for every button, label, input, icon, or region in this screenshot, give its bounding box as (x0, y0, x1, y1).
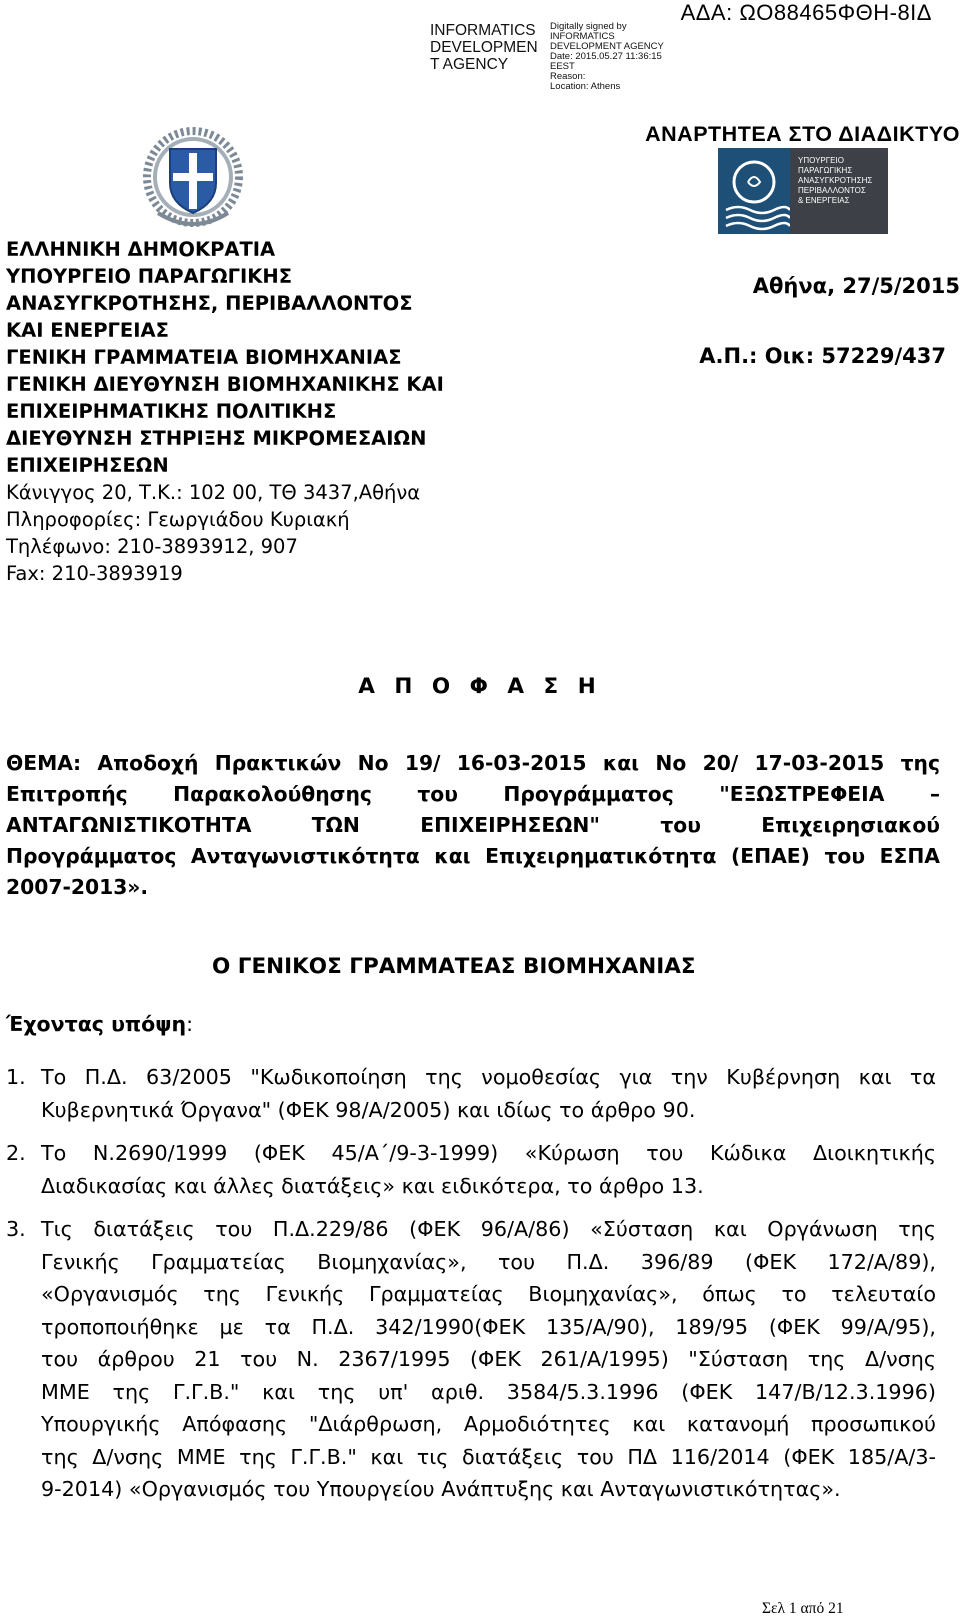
signature-org-line: DEVELOPMEN (430, 39, 538, 56)
list-item (6, 1213, 936, 1506)
contact-phone: Τηλέφωνο: 210-3893912, 907 (6, 535, 298, 558)
issuer-line: ΥΠΟΥΡΓΕΙΟ ΠΑΡΑΓΩΓΙΚΗΣ (6, 265, 293, 288)
list-item-number: 3. (6, 1217, 26, 1241)
protocol-number: Α.Π.: Οικ: 57229/437 (699, 344, 946, 368)
post-online-notice: ΑΝΑΡΤΗΤΕΑ ΣΤΟ ΔΙΑΔΙΚΤΥΟ (645, 122, 960, 146)
subject-line: ΑΝΤΑΓΩΝΙΣΤΙΚΟΤΗΤΑ ΤΩΝ ΕΠΙΧΕΙΡΗΣΕΩΝ" του Επιχειρησιακού (6, 813, 940, 837)
considerations-list (6, 1061, 936, 1517)
issuer-line: ΚΑΙ ΕΝΕΡΓΕΙΑΣ (6, 319, 169, 342)
page-number: Σελ 1 από 21 (762, 1600, 844, 1617)
issuer-header (6, 236, 526, 587)
ministry-logo-line: & ΕΝΕΡΓΕΙΑΣ (798, 196, 850, 205)
signature-detail-line: EEST (550, 61, 575, 72)
list-item-number: 1. (6, 1065, 26, 1089)
signature-detail-line: Reason: (550, 71, 586, 82)
list-item-text (41, 1137, 936, 1202)
list-item (6, 1137, 936, 1202)
issuer-line: ΕΠΙΧΕΙΡΗΣΕΩΝ (6, 454, 169, 477)
ministry-logo-mark-icon (718, 148, 790, 234)
list-item-line: Διαδικασίας και άλλες διατάξεις» και ειδικότερα, το άρθρο 13. (41, 1173, 704, 1198)
signature-detail-line: INFORMATICS (550, 31, 615, 42)
list-item-line: 9-2014) «Οργανισμός του Υπουργείου Ανάπτυξης και Ανταγωνιστικότητας». (41, 1477, 841, 1501)
list-item-line: Το Ν.2690/1999 (ΦΕΚ 45/Α΄/9-3-1999) «Κύρωση του Κώδικα Διοικητικής (41, 1141, 936, 1165)
list-item-text (41, 1061, 936, 1126)
having-regard-label: Έχοντας υπόψη (6, 1012, 187, 1036)
subject-line: ΘΕΜΑ: Αποδοχή Πρακτικών Νο 19/ 16-03-2015 και Νο 20/ 17-03-2015 της (6, 751, 940, 775)
having-regard-heading (6, 1012, 193, 1036)
decision-title: Α Π Ο Φ Α Σ Η (358, 674, 602, 699)
ada-code: ΑΔΑ: ΩΟ88465ΦΘΗ-8ΙΔ (680, 0, 932, 25)
list-item-line: Κυβερνητικά Όργανα" (ΦΕΚ 98/Α/2005) και ιδίως το άρθρο 90. (41, 1097, 696, 1122)
secretary-heading: Ο ΓΕΝΙΚΟΣ ΓΡΑΜΜΑΤΕΑΣ ΒΙΟΜΗΧΑΝΙΑΣ (212, 954, 696, 979)
signature-org-line: INFORMATICS (430, 22, 536, 39)
subject-line: Προγράμματος Ανταγωνιστικότητα και Επιχειρηματικότητα (ΕΠΑΕ) του ΕΣΠΑ (6, 844, 940, 868)
list-item (6, 1061, 936, 1126)
signature-org-line: T AGENCY (430, 56, 509, 73)
issuer-line: ΕΛΛΗΝΙΚΗ ΔΗΜΟΚΡΑΤΙΑ (6, 238, 276, 261)
list-item-line: του άρθρου 21 του Ν. 2367/1995 (ΦΕΚ 261/Α/1995) "Σύσταση της Δ/νσης (41, 1347, 936, 1371)
signature-detail-line: Location: Athens (550, 81, 621, 92)
contact-address: Κάνιγγος 20, Τ.Κ.: 102 00, ΤΘ 3437,Αθήνα (6, 481, 421, 504)
subject-line: Επιτροπής Παρακολούθησης του Προγράμματος "ΕΞΩΣΤΡΕΦΕΙΑ – (6, 782, 940, 806)
list-item-text (41, 1213, 936, 1506)
subject-line: 2007-2013». (6, 875, 149, 899)
greek-emblem-icon (140, 125, 246, 237)
ministry-logo-line: ΥΠΟΥΡΓΕΙΟ (798, 156, 844, 165)
list-item-number: 2. (6, 1141, 26, 1165)
ministry-logo-text (790, 148, 888, 234)
signature-organization (430, 22, 540, 73)
signature-details (550, 22, 690, 92)
contact-fax: Fax: 210-3893919 (6, 562, 183, 585)
signature-detail-line: Date: 2015.05.27 11:36:15 (550, 51, 662, 62)
list-item-line: «Οργανισμός της Γενικής Γραμματείας Βιομηχανίας», όπως το τελευταίο (41, 1282, 936, 1306)
list-item-line: τροποποιήθηκε με τα Π.Δ. 342/1990(ΦΕΚ 135/Α/90), 189/95 (ΦΕΚ 99/Α/95), (41, 1314, 936, 1339)
ministry-logo (718, 148, 888, 234)
subject-paragraph (6, 748, 940, 903)
having-regard-colon: : (186, 1012, 193, 1036)
list-item-line: Το Π.Δ. 63/2005 "Κωδικοποίηση της νομοθεσίας για την Κυβέρνηση και τα (41, 1065, 936, 1089)
list-item-line: της Δ/νσης ΜΜΕ της Γ.Γ.Β." και τις διατάξεις του ΠΔ 116/2014 (ΦΕΚ 185/Α/3- (41, 1444, 936, 1469)
issuer-line: ΓΕΝΙΚΗ ΓΡΑΜΜΑΤΕΙΑ ΒΙΟΜΗΧΑΝΙΑΣ (6, 346, 402, 369)
signature-detail-line: Digitally signed by (550, 21, 627, 32)
ministry-logo-line: ΑΝΑΣΥΓΚΡΟΤΗΣΗΣ (798, 176, 873, 185)
contact-info-person: Πληροφορίες: Γεωργιάδου Κυριακή (6, 508, 350, 531)
ministry-logo-line: ΠΕΡΙΒΑΛΛΟΝΤΟΣ (798, 186, 866, 195)
issuer-line: ΕΠΙΧΕΙΡΗΜΑΤΙΚΗΣ ΠΟΛΙΤΙΚΗΣ (6, 400, 337, 423)
signature-detail-line: DEVELOPMENT AGENCY (550, 41, 664, 52)
issuer-line: ΓΕΝΙΚΗ ΔΙΕΥΘΥΝΣΗ ΒΙΟΜΗΧΑΝΙΚΗΣ ΚΑΙ (6, 373, 444, 396)
list-item-line: Υπουργικής Απόφασης "Διάρθρωση, Αρμοδιότητες και κατανομή προσωπικού (41, 1412, 936, 1436)
list-item-line: Γενικής Γραμματείας Βιομηχανίας», του Π.Δ. 396/89 (ΦΕΚ 172/Α/89), (41, 1249, 936, 1274)
ministry-logo-line: ΠΑΡΑΓΩΓΙΚΗΣ (798, 166, 853, 175)
list-item-line: Τις διατάξεις του Π.Δ.229/86 (ΦΕΚ 96/Α/86) «Σύσταση και Οργάνωση της (41, 1217, 936, 1241)
list-item-line: ΜΜΕ της Γ.Γ.Β." και της υπ' αριθ. 3584/5.3.1996 (ΦΕΚ 147/Β/12.3.1996) (41, 1379, 936, 1404)
document-date: Αθήνα, 27/5/2015 (752, 274, 960, 298)
issuer-line: ΑΝΑΣΥΓΚΡΟΤΗΣΗΣ, ΠΕΡΙΒΑΛΛΟΝΤΟΣ (6, 292, 413, 315)
issuer-line: ΔΙΕΥΘΥΝΣΗ ΣΤΗΡΙΞΗΣ ΜΙΚΡΟΜΕΣΑΙΩΝ (6, 427, 427, 450)
